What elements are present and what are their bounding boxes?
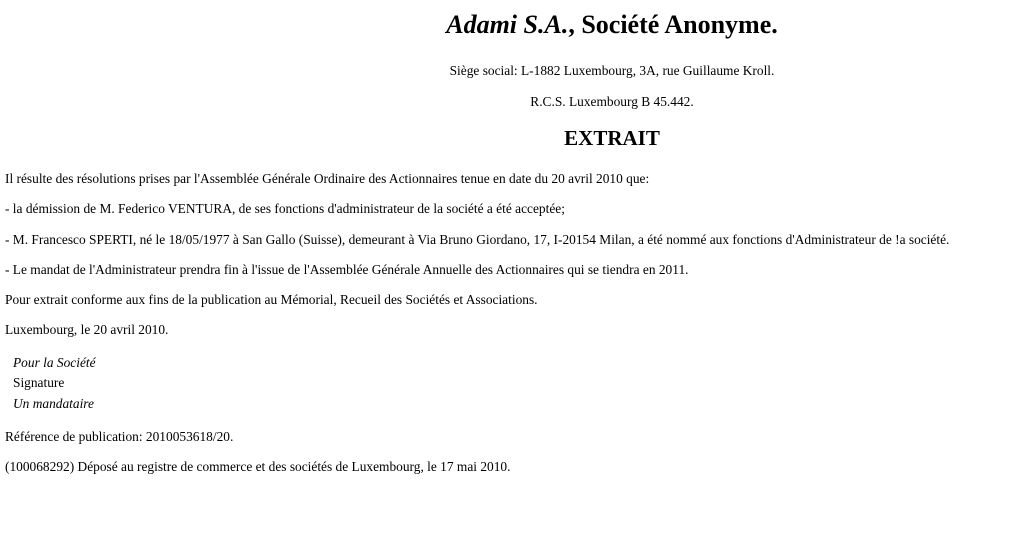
section-title: EXTRAIT: [564, 126, 660, 150]
intro-paragraph: Il résulte des résolutions prises par l'Assemblée Générale Ordinaire des Actionnaires tenue en date du 20 avril 2010 que:: [5, 171, 650, 186]
company-name: Adami S.A.: [446, 10, 569, 39]
signature-for: Pour la Société: [13, 355, 96, 370]
place-date: Luxembourg, le 20 avril 2010.: [5, 322, 169, 337]
resolution-item: - Le mandat de l'Administrateur prendra fin à l'issue de l'Assemblée Générale Annuelle des Actionnaires qui se tiendra en 2011.: [5, 262, 689, 277]
rcs-number: R.C.S. Luxembourg B 45.442.: [530, 94, 694, 109]
company-suffix: , Société Anonyme.: [568, 10, 778, 39]
document-title: [412, 10, 812, 40]
deposit-notice: (100068292) Déposé au registre de commerce et des sociétés de Luxembourg, le 17 mai 2010.: [5, 459, 511, 474]
publication-reference: Référence de publication: 2010053618/20.: [5, 429, 234, 444]
registered-office: Siège social: L-1882 Luxembourg, 3A, rue Guillaume Kroll.: [449, 63, 775, 78]
resolution-item: - la démission de M. Federico VENTURA, de ses fonctions d'administrateur de la société a été acceptée;: [5, 201, 565, 216]
resolution-item: - M. Francesco SPERTI, né le 18/05/1977 à San Gallo (Suisse), demeurant à Via Bruno Giordano, 17, I-20154 Milan, a été nommé aux fonctions d'Administrateur de !a société.: [5, 232, 950, 247]
signature-role: Un mandataire: [13, 396, 94, 411]
signature-label: Signature: [13, 375, 65, 390]
conformity-statement: Pour extrait conforme aux fins de la publication au Mémorial, Recueil des Sociétés et Associations.: [5, 292, 538, 307]
